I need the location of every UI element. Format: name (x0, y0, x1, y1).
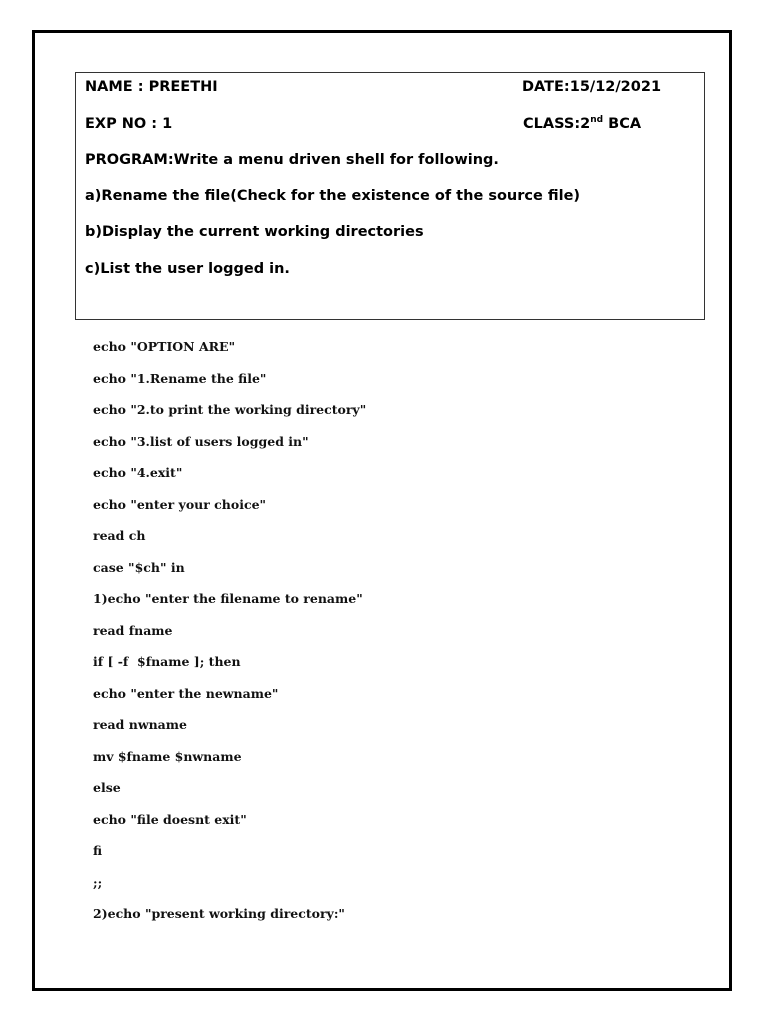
class-prefix: CLASS:2 (523, 116, 591, 132)
code-line: else (93, 780, 121, 795)
code-line: echo "3.list of users logged in" (93, 433, 309, 449)
code-line: mv $fname $nwname (93, 748, 242, 764)
code-line: echo "2.to print the working directory" (93, 402, 367, 417)
program-statement: PROGRAM:Write a menu driven shell for following. (85, 152, 499, 168)
code-line: echo "OPTION ARE" (93, 339, 236, 354)
task-item-c: c)List the user logged in. (85, 261, 290, 277)
code-line: echo "enter your choice" (93, 496, 267, 512)
code-line: echo "enter the newname" (93, 685, 279, 701)
task-item-a: a)Rename the file(Check for the existence of the source file) (85, 188, 581, 204)
header-box (75, 72, 705, 320)
code-line: 1)echo "enter the filename to rename" (93, 591, 363, 606)
code-line: 2)echo "present working directory:" (93, 906, 345, 921)
code-line: read fname (93, 622, 173, 638)
class-suffix: BCA (603, 116, 642, 132)
shell-script-code (93, 338, 366, 937)
class-ordinal-suffix: nd (590, 115, 604, 126)
code-line: fi (93, 843, 103, 858)
student-name: NAME : PREETHI (85, 79, 218, 95)
class-label (523, 116, 641, 132)
code-line: ;; (93, 874, 103, 890)
experiment-number: EXP NO : 1 (85, 116, 173, 132)
code-line: echo "file doesnt exit" (93, 811, 247, 827)
code-line: read ch (93, 528, 146, 543)
task-item-b: b)Display the current working directories (85, 224, 424, 240)
code-line: read nwname (93, 717, 187, 732)
code-line: echo "1.Rename the file" (93, 370, 267, 386)
date: DATE:15/12/2021 (522, 79, 662, 95)
code-line: case "$ch" in (93, 559, 185, 575)
code-line: echo "4.exit" (93, 465, 183, 480)
code-line: if [ -f $fname ]; then (93, 654, 241, 669)
